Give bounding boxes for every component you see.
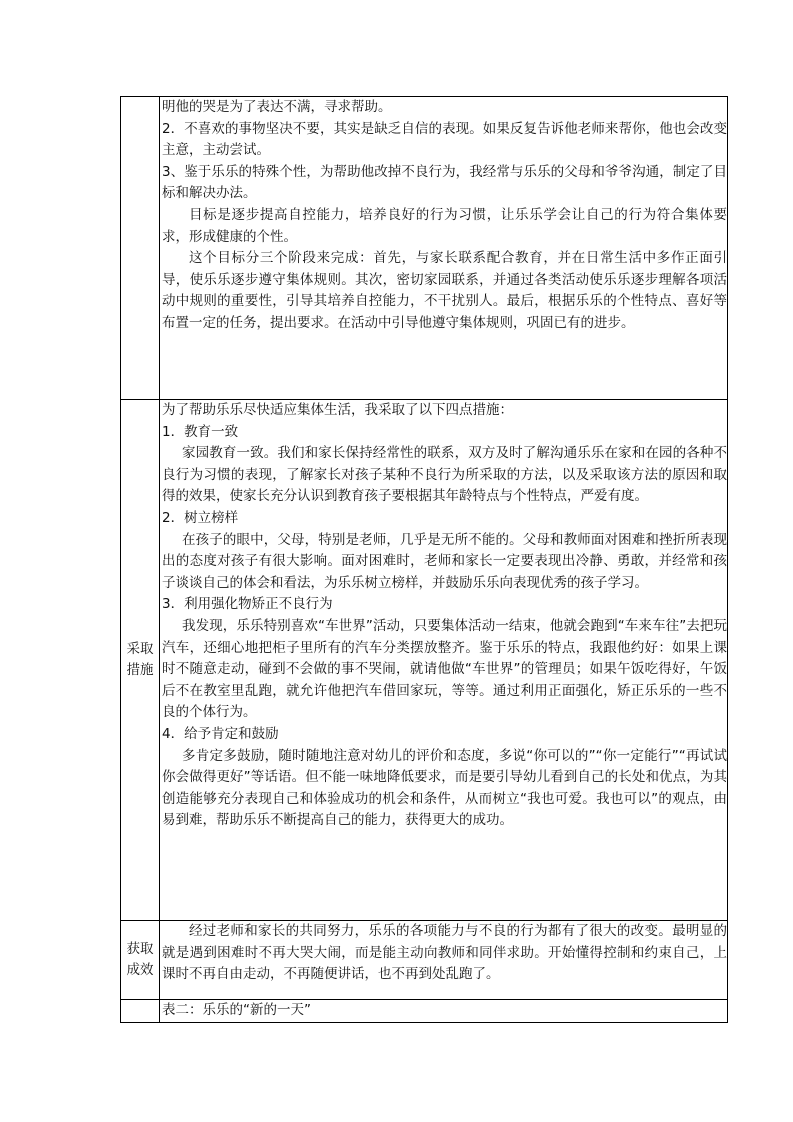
paragraph: 2．不喜欢的事物坚决不要，其实是缺乏自信的表现。如果反复告诉他老师来帮你，他也会改变主意，主动尝试。 [162, 120, 727, 159]
section-heading: 2．树立榜样 [162, 509, 239, 526]
case-record-table [120, 96, 728, 1023]
table-row-results [121, 921, 728, 1000]
paragraph: 我发现，乐乐特别喜欢“车世界”活动，只要集体活动一结束，他就会跑到“车来车往”去把玩汽车，还细心地把柜子里所有的汽车分类摆放整齐。鉴于乐乐的特点，我跟他约好：如果上课时不随意走动，碰到不会做的事不哭闹，就请他做“车世界”的管理员；如果午饭吃得好，午饭后不在教室里乱跑，就允许他把汽车借回家玩，等等。通过利用正面强化，矫正乐乐的一些不良的个体行为。 [162, 617, 727, 721]
label-line: 采取 [126, 641, 154, 657]
row-label-measures [121, 400, 160, 921]
paragraph: 3、鉴于乐乐的特殊个性，为帮助他改掉不良行为，我经常与乐乐的父母和爷爷沟通，制定了目标和解决办法。 [162, 163, 727, 202]
paragraph: 家园教育一致。我们和家长保持经常性的联系，双方及时了解沟通乐乐在家和在园的各种不良行为习惯的表现，了解家长对孩子某种不良行为所采取的方法，以及采取该方法的原因和取得的效果，使家长充分认识到教育孩子要根据其年龄特点与个性特点，严爱有度。 [162, 445, 727, 505]
paragraph: 为了帮助乐乐尽快适应集体生活，我采取了以下四点措施： [162, 402, 513, 418]
paragraph: 在孩子的眼中，父母，特别是老师，几乎是无所不能的。父母和教师面对困难和挫折所表现出的态度对孩子有很大影响。面对困难时，老师和家长一定要表现出冷静、勇敢，并经常和孩子谈谈自己的体会和看法，为乐乐树立榜样，并鼓励乐乐向表现优秀的孩子学习。 [162, 531, 727, 591]
row-label-empty [121, 97, 160, 400]
table-caption: 表二：乐乐的“新的一天” [160, 1000, 728, 1023]
table-row-caption [121, 1000, 728, 1023]
paragraph: 这个目标分三个阶段来完成：首先，与家长联系配合教育，并在日常生活中多作正面引导，使乐乐逐步遵守集体规则。其次，密切家园联系，并通过各类活动使乐乐逐步理解各项活动中规则的重要性，引导其培养自控能力，不干扰别人。最后，根据乐乐的个性特点、喜好等布置一定的任务，提出要求。在活动中引导他遵守集体规则，巩固已有的进步。 [162, 250, 727, 331]
section-heading: 4．给予肯定和鼓励 [162, 725, 279, 742]
results-content [160, 921, 728, 1000]
row-label-results [121, 921, 160, 1000]
paragraph: 多肯定多鼓励，随时随地注意对幼儿的评价和态度，多说“你可以的”“你一定能行”“再试试你会做得更好”等话语。但不能一味地降低要求，而是要引导幼儿看到自己的长处和优点，为其创造能够充分表现自己和体验成功的机会和条件，从而树立“我也可爱。我也可以”的观点，由易到难，帮助乐乐不断提高自己的能力，获得更大的成功。 [162, 747, 727, 829]
goals-content [160, 97, 728, 400]
section-heading: 1．教育一致 [162, 423, 239, 440]
measures-content [160, 400, 728, 921]
section-heading: 3．利用强化物矫正不良行为 [162, 596, 333, 613]
label-line: 成效 [126, 962, 154, 978]
paragraph: 明他的哭是为了表达不满，寻求帮助。 [162, 99, 392, 115]
label-line: 获取 [126, 941, 154, 957]
table-row-goals [121, 97, 728, 400]
row-label-empty [121, 1000, 160, 1023]
paragraph: 经过老师和家长的共同努力，乐乐的各项能力与不良的行为都有了很大的改变。最明显的就是遇到困难时不再大哭大闹，而是能主动向教师和同伴求助。开始懂得控制和约束自己，上课时不再自由走动，不再随便讲话，也不再到处乱跑了。 [162, 923, 727, 983]
label-line: 措施 [126, 662, 154, 678]
table-row-measures [121, 400, 728, 921]
paragraph: 目标是逐步提高自控能力，培养良好的行为习惯，让乐乐学会让自己的行为符合集体要求，形成健康的个性。 [162, 206, 727, 245]
